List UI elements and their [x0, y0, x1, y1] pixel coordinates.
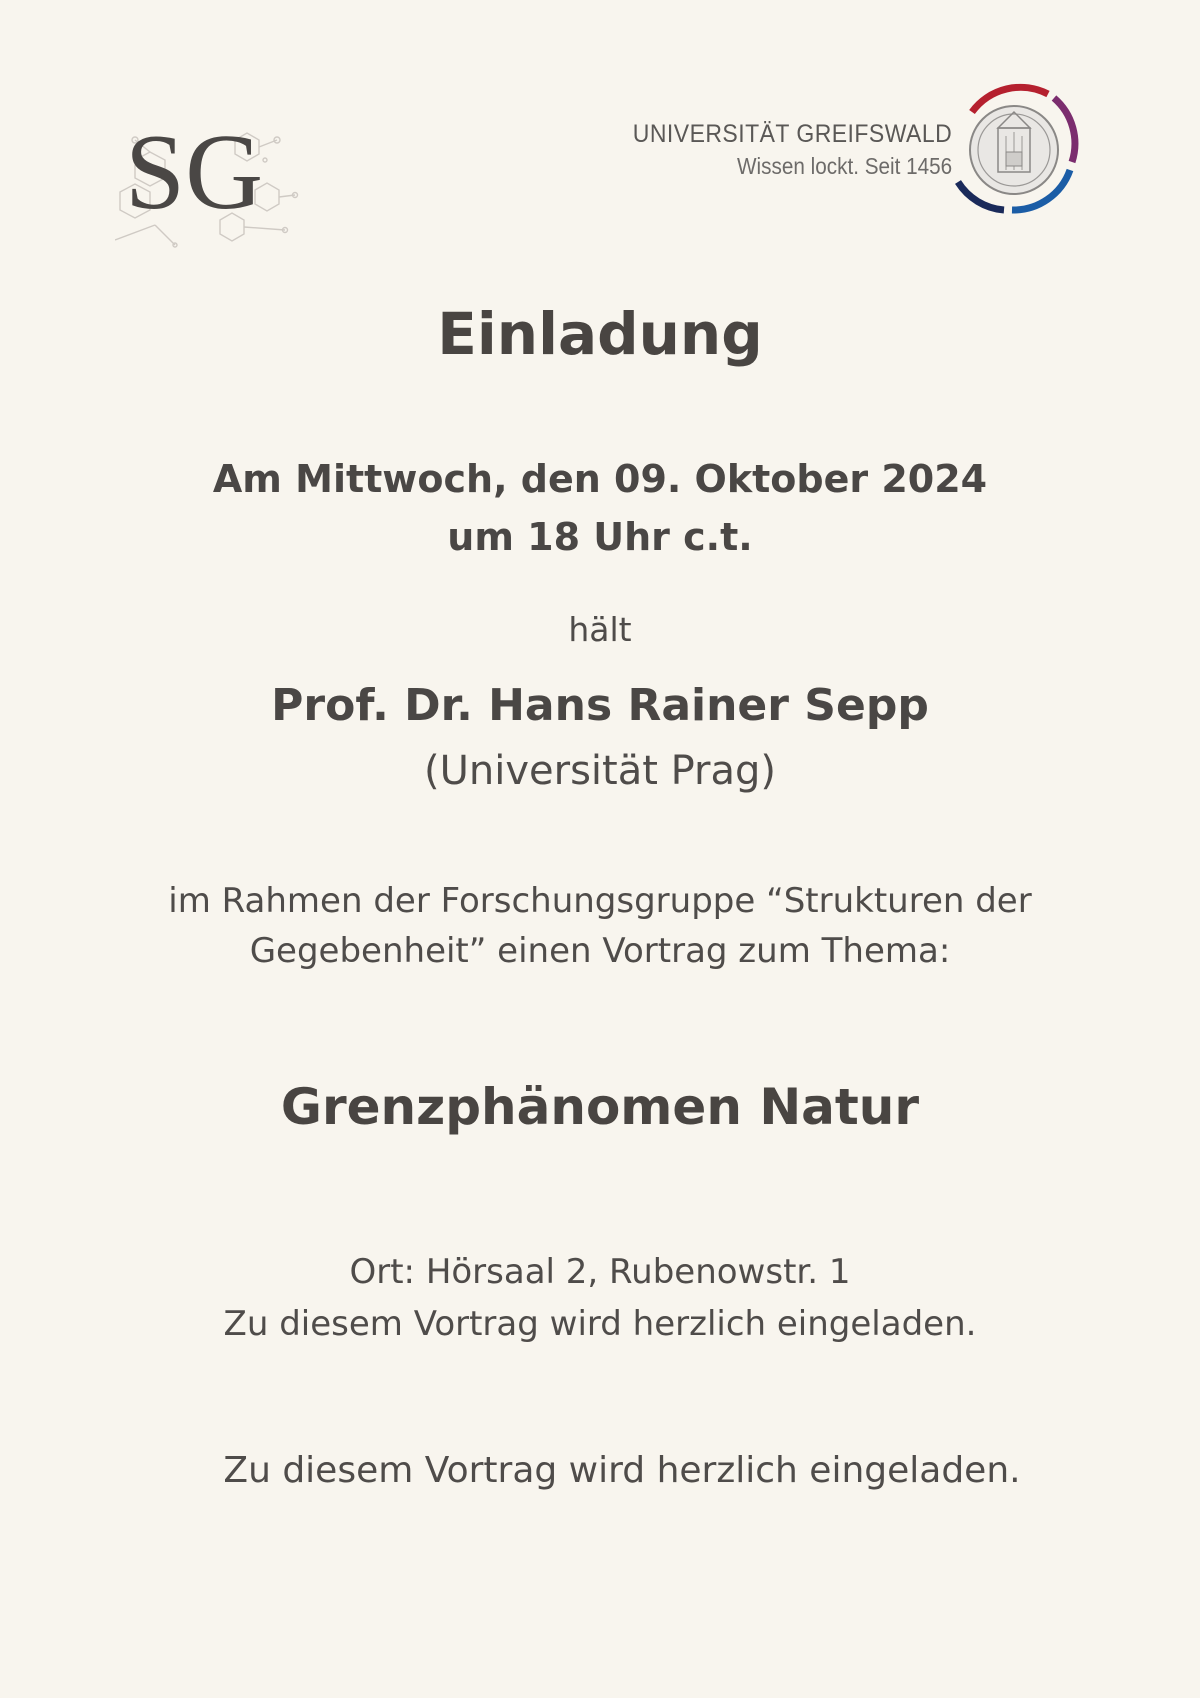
sg-molecule-logo-icon: [115, 100, 300, 260]
speaker-affiliation: (Universität Prag): [424, 748, 776, 794]
university-slogan: Wissen lockt. Seit 1456: [736, 153, 952, 179]
event-datetime: [0, 450, 1200, 566]
invitation-title: Einladung: [437, 300, 763, 368]
location-text: Ort: Hörsaal 2, Rubenowstr. 1: [349, 1252, 851, 1292]
event-date: Am Mittwoch, den 09. Oktober 2024: [212, 457, 988, 501]
event-time: um 18 Uhr c.t.: [447, 515, 753, 559]
speaker-name: Prof. Dr. Hans Rainer Sepp: [271, 680, 929, 731]
lecture-topic: Grenzphänomen Natur: [280, 1078, 920, 1136]
university-logo: [560, 82, 1080, 222]
verb-text: hält: [568, 610, 632, 649]
framing-line-1: im Rahmen der Forschungsgruppe “Strukturen der: [168, 881, 1032, 921]
framing-text: [0, 876, 1200, 976]
framing-line-2: Gegebenheit” einen Vortrag zum Thema:: [249, 931, 951, 971]
welcome-text: Zu diesem Vortrag wird herzlich eingeladen.: [223, 1304, 977, 1344]
location-block: [0, 1246, 1200, 1350]
university-seal-icon: [950, 82, 1080, 218]
university-name: UNIVERSITÄT GREIFSWALD: [632, 120, 952, 148]
svg-text:SG: SG: [125, 113, 264, 232]
closing-text: Zu diesem Vortrag wird herzlich eingeladen.: [223, 1450, 1021, 1491]
